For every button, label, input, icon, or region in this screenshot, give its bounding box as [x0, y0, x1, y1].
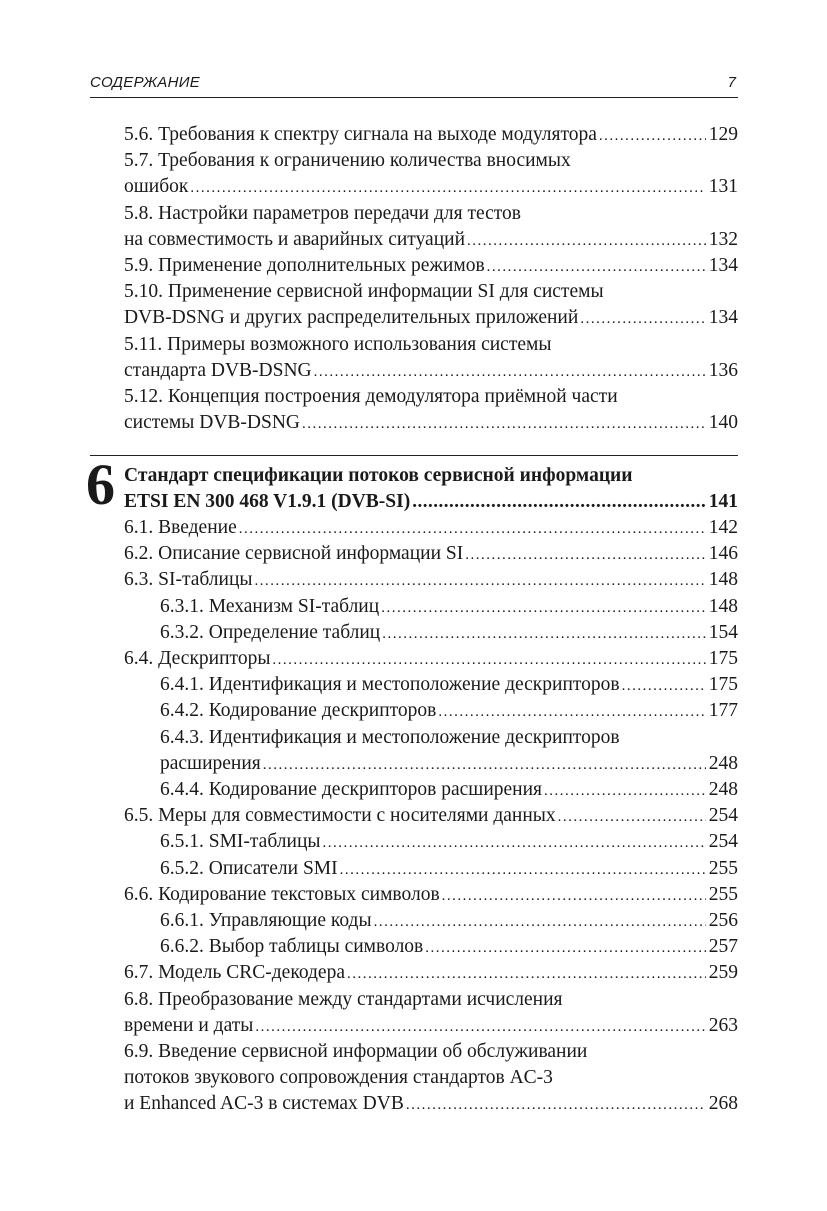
toc-entry-line: [160, 620, 738, 647]
toc-entry-line: [160, 594, 738, 621]
toc-entry[interactable]: [160, 594, 738, 621]
toc-entry-title: 6.4.3. Идентификация и местоположение дескрипторов: [160, 726, 620, 748]
toc-page-number: 259: [708, 962, 738, 984]
toc-page-number: 134: [708, 307, 738, 329]
toc-entry-line: [124, 1039, 738, 1065]
dot-leader: [438, 699, 705, 725]
toc-entry[interactable]: [124, 541, 738, 568]
chapter-title-line1: Стандарт спецификации потоков сервисной информации: [124, 465, 633, 486]
toc-entry-line: [124, 253, 738, 280]
dot-leader: [580, 306, 705, 332]
dot-leader: [412, 489, 706, 515]
toc-entry-line: [160, 698, 738, 725]
chapter-page-number: 141: [708, 491, 738, 513]
chapter-title-line2: ETSI EN 300 468 V1.9.1 (DVB-SI): [124, 491, 411, 513]
toc-entry-title: времени и даты: [124, 1014, 254, 1036]
running-header: [90, 71, 738, 98]
toc-entry[interactable]: [160, 620, 738, 647]
toc-page-number: 268: [708, 1093, 738, 1115]
toc-entry-line: [124, 1091, 738, 1118]
toc-entry[interactable]: [124, 332, 738, 385]
dot-leader: [599, 123, 706, 149]
toc-entry[interactable]: [124, 960, 738, 987]
toc-entry-title: 5.12. Концепция построения демодулятора приёмной части: [124, 386, 618, 407]
toc-page-number: 256: [708, 910, 738, 931]
toc-entry-title: 6.1. Введение: [124, 517, 237, 538]
toc-entry[interactable]: [124, 646, 738, 673]
toc-entry-line: [124, 803, 738, 830]
toc-entry-title: системы DVB-DSNG: [124, 412, 300, 434]
toc-entry-line: [160, 672, 738, 699]
toc-page-number: 255: [708, 857, 738, 879]
toc-entry-line: [124, 201, 738, 227]
toc-entry-line: [124, 541, 738, 568]
toc-page-number: 142: [708, 517, 738, 538]
toc-entry-line: [124, 567, 738, 594]
toc-entry-title: DVB-DSNG и других распределительных приложений: [124, 307, 579, 329]
toc-entry[interactable]: [124, 122, 738, 149]
chapter-divider: [90, 455, 738, 456]
toc-entry[interactable]: [124, 148, 738, 201]
page-number: 7: [727, 74, 736, 91]
toc-page-number: 254: [708, 831, 738, 853]
toc-page-number: 175: [708, 648, 738, 669]
dot-leader: [190, 175, 705, 201]
toc-entry-line: [124, 882, 738, 909]
dot-leader: [340, 857, 706, 883]
dot-leader: [622, 673, 706, 699]
toc-entry[interactable]: [124, 987, 738, 1040]
toc-entry-line: [160, 934, 738, 961]
dot-leader: [467, 228, 706, 254]
toc-entry-title: 6.3.2. Определение таблиц: [160, 621, 381, 643]
toc-entry-line: [160, 777, 738, 804]
toc-entry-line: [124, 410, 738, 437]
dot-leader: [558, 804, 706, 830]
toc-entry[interactable]: [124, 279, 738, 332]
dot-leader: [425, 935, 705, 961]
toc-entry[interactable]: [160, 777, 738, 804]
toc-entry-line: [160, 829, 738, 856]
toc-entry-title: 6.6.1. Управляющие коды: [160, 910, 372, 931]
toc-page-number: 132: [708, 228, 738, 250]
toc-page-number: 248: [708, 779, 738, 800]
toc-page-number: 248: [708, 752, 738, 774]
toc-entry-title: 6.5.1. SMI-таблицы: [160, 831, 321, 853]
toc-entry-title: 6.9. Введение сервисной информации об обслуживании: [124, 1041, 588, 1062]
toc-page-number: 146: [708, 543, 738, 565]
toc-entry-line: [124, 384, 738, 410]
toc-entry-title: 5.8. Настройки параметров передачи для тестов: [124, 202, 522, 224]
dot-leader: [465, 542, 706, 568]
toc-entry-title: 5.6. Требования к спектру сигнала на выходе модулятора: [124, 124, 597, 145]
toc-entry-title: и Enhanced AC-3 в системах DVB: [124, 1093, 404, 1115]
dot-leader: [381, 595, 706, 621]
toc-entry-title: 5.7. Требования к ограничению количества вносимых: [124, 150, 571, 172]
toc-page-number: 148: [708, 569, 738, 591]
dot-leader: [263, 752, 706, 778]
toc-entry-line: [124, 122, 738, 149]
toc-page-number: 134: [708, 255, 738, 276]
toc-entry-title: 6.2. Описание сервисной информации SI: [124, 543, 464, 565]
toc-entry-line: [124, 987, 738, 1013]
dot-leader: [374, 909, 706, 935]
toc-entry[interactable]: [160, 934, 738, 961]
toc-entry-line: [124, 1065, 738, 1091]
toc-entry-title: 6.8. Преобразование между стандартами исчисления: [124, 988, 563, 1010]
toc-entry[interactable]: [124, 567, 738, 594]
toc-entry-title: 6.5.2. Описатели SMI: [160, 857, 338, 879]
dot-leader: [314, 359, 706, 385]
toc-entry-title: 6.4.1. Идентификация и местоположение дескрипторов: [160, 674, 620, 696]
dot-leader: [255, 1014, 705, 1040]
toc-entry-line: [124, 279, 738, 305]
toc-entry[interactable]: [160, 856, 738, 883]
toc-entry-title: 6.4. Дескрипторы: [124, 648, 271, 669]
toc-entry[interactable]: [124, 1039, 738, 1119]
toc-entry-line: [124, 174, 738, 201]
toc-entry-title: 6.5. Меры для совместимости с носителями данных: [124, 805, 556, 827]
toc-entry-line: [124, 358, 738, 385]
toc-entry-title: на совместимость и аварийных ситуаций: [124, 228, 466, 250]
toc-page-number: 254: [708, 805, 738, 827]
toc-page-number: 131: [708, 176, 738, 198]
dot-leader: [442, 883, 706, 909]
running-header-title: СОДЕРЖАНИЕ: [90, 74, 201, 91]
toc-entry-title: 6.6. Кодирование текстовых символов: [124, 883, 440, 905]
toc-entry-title: 6.3.1. Механизм SI-таблиц: [160, 595, 380, 617]
toc-page-number: 257: [708, 936, 738, 958]
toc-entry-line: [124, 332, 738, 358]
chapter-heading-line: [124, 489, 738, 515]
toc-page-number: 255: [708, 883, 738, 905]
toc-entry-line: [124, 227, 738, 254]
toc-entry-line: [124, 515, 738, 542]
toc-entry-title: потоков звукового сопровождения стандартов AC-3: [124, 1067, 553, 1089]
chapter-heading-line: [124, 463, 738, 489]
toc-entry-line: [124, 305, 738, 332]
dot-leader: [487, 254, 706, 280]
toc-entry-line: [124, 148, 738, 174]
chapter-number: 6: [86, 452, 115, 517]
toc-page-number: 136: [708, 359, 738, 381]
toc-entry-line: [124, 960, 738, 987]
toc-entry-line: [124, 1013, 738, 1040]
toc-page-number: 148: [708, 595, 738, 617]
toc-entry-line: [160, 725, 738, 751]
dot-leader: [544, 778, 706, 804]
toc-page-number: 154: [708, 621, 738, 643]
toc-entry-title: 6.7. Модель CRC-декодера: [124, 962, 345, 984]
toc-entry-title: 6.6.2. Выбор таблицы символов: [160, 936, 424, 958]
toc-entry[interactable]: [124, 253, 738, 280]
toc-entry[interactable]: [160, 908, 738, 935]
dot-leader: [272, 647, 705, 673]
toc-page-number: 140: [708, 412, 738, 434]
toc-page-number: 263: [708, 1014, 738, 1036]
toc-entry-title: ошибок: [124, 176, 189, 198]
toc-entry-line: [160, 856, 738, 883]
dot-leader: [322, 830, 705, 856]
toc-page-number: 177: [708, 700, 738, 722]
toc-page-number: 129: [708, 124, 738, 145]
toc-entry-line: [160, 751, 738, 778]
toc-page-number: 175: [708, 674, 738, 696]
dot-leader: [406, 1092, 706, 1118]
toc-entry-title: 5.11. Примеры возможного использования системы: [124, 333, 552, 355]
dot-leader: [239, 516, 706, 542]
toc-entry-title: расширения: [160, 752, 261, 774]
toc-entry-title: 5.9. Применение дополнительных режимов: [124, 255, 485, 276]
dot-leader: [302, 411, 706, 437]
toc-entry-title: 5.10. Применение сервисной информации SI для системы: [124, 281, 604, 303]
toc-entry-line: [124, 646, 738, 673]
chapter-heading[interactable]: [124, 463, 738, 515]
toc-entry[interactable]: [160, 672, 738, 699]
dot-leader: [382, 621, 706, 647]
toc-entry[interactable]: [160, 829, 738, 856]
toc-entry-title: стандарта DVB-DSNG: [124, 359, 312, 381]
toc-entry[interactable]: [124, 384, 738, 437]
dot-leader: [347, 961, 706, 987]
dot-leader: [255, 568, 706, 594]
toc-entry-line: [160, 908, 738, 935]
toc-entry[interactable]: [124, 515, 738, 542]
toc-entry-title: 6.4.2. Кодирование дескрипторов: [160, 700, 437, 722]
toc-entry-title: 6.4.4. Кодирование дескрипторов расширения: [160, 779, 543, 800]
toc-entry[interactable]: [124, 882, 738, 909]
toc-entry[interactable]: [160, 725, 738, 778]
toc-entry[interactable]: [160, 698, 738, 725]
toc-entry[interactable]: [124, 803, 738, 830]
toc-entry-title: 6.3. SI-таблицы: [124, 569, 253, 591]
toc-entry[interactable]: [124, 201, 738, 254]
